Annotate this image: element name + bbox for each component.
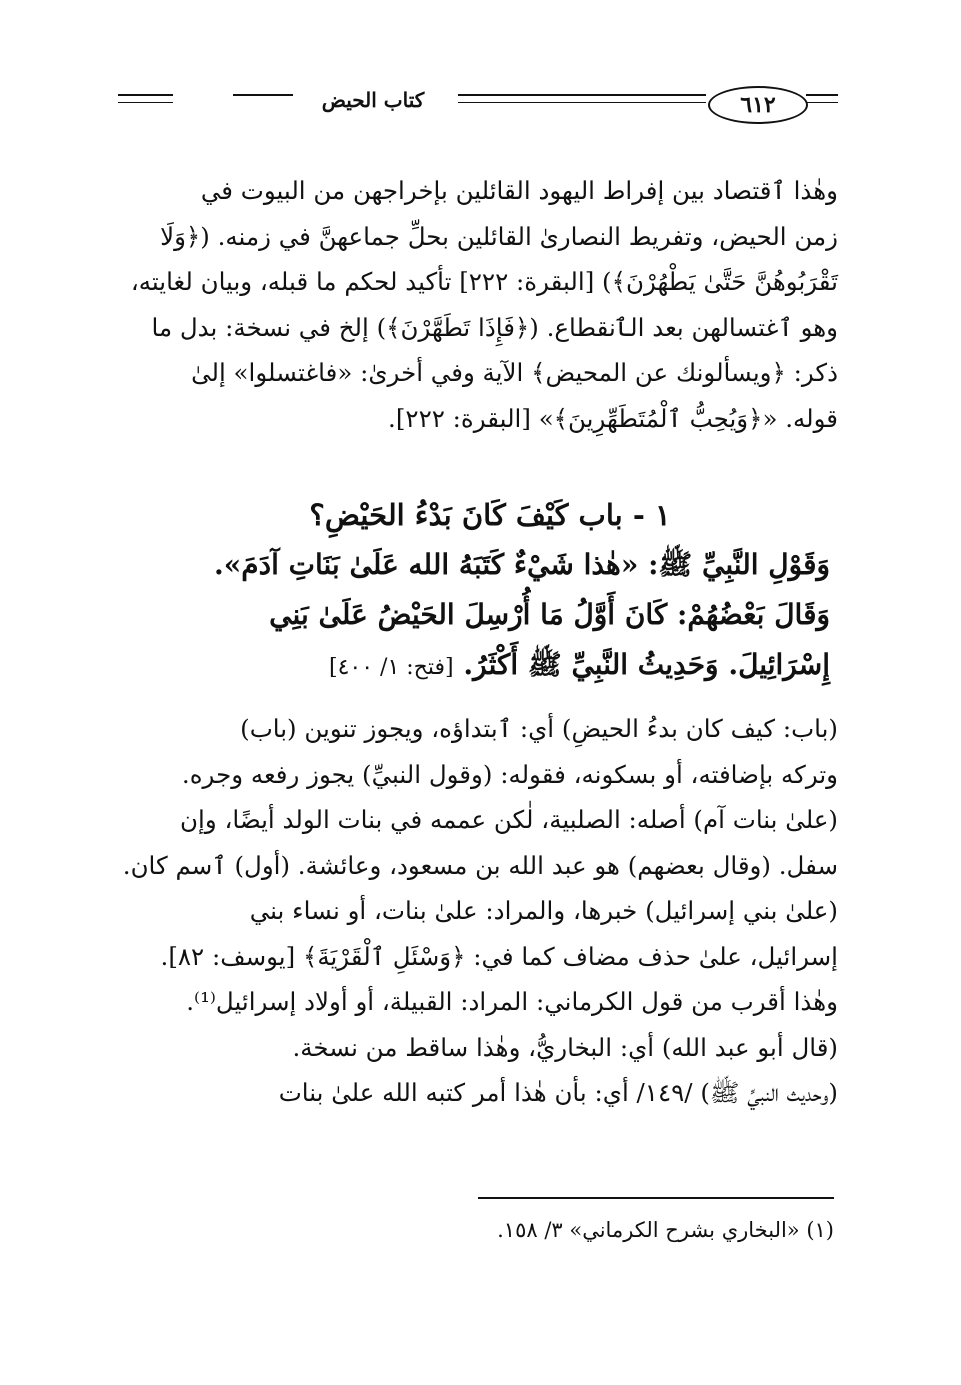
- text-line: (وحديث النبيِّ ﷺ) /١٤٩/ أي: بأن هٰذا أمر كتبه الله علىٰ بنات: [278, 1078, 838, 1107]
- chapter-block: [150, 490, 830, 693]
- text-line: (علىٰ بني إسرائيل) خبرها، والمراد: علىٰ بنات، أو نساء بني: [249, 896, 838, 925]
- header-rule: [806, 102, 838, 103]
- text-line: تَقْرَبُوهُنَّ حَتَّىٰ يَطْهُرْنَ﴾) [البقرة: ٢٢٢] تأكيد لحكم ما قبله، وبيان لغايته،: [130, 267, 838, 296]
- hadith-line-text: إِسْرَائِيلَ. وَحَدِيثُ النَّبِيِّ ﷺ أَكْثَرُ.: [463, 648, 830, 681]
- hadith-line: وَقَالَ بَعْضُهُمْ: كَانَ أَوَّلُ مَا أُرْسِلَ الحَيْضُ عَلَىٰ بَنِي: [269, 598, 830, 631]
- header-rule: [806, 94, 838, 96]
- text-line: سفل. (وقال بعضهم) هو عبد الله بن مسعود، وعائشة. (أول) ٱسم كان.: [122, 850, 838, 880]
- header-rule: [118, 94, 173, 96]
- chapter-title: ١ - باب كَيْفَ كَانَ بَدْءُ الحَيْضِ؟: [309, 498, 671, 532]
- page-header: [118, 82, 838, 126]
- text-line: قوله. «﴿وَيُحِبُّ ٱلْمُتَطَهِّرِينَ﴾» [البقرة: ٢٢٢].: [388, 403, 838, 433]
- commentary-paragraph: [116, 706, 838, 1116]
- running-title: كتاب الحيض: [321, 88, 425, 112]
- text-line: (قال أبو عبد الله) أي: البخاريُّ، وهٰذا ساقط من نسخة.: [292, 1032, 838, 1062]
- text-line: زمن الحيض، وتفريط النصارىٰ القائلين بحلِّ جماعهنَّ في زمنه. (﴿وَلَا: [160, 221, 838, 251]
- footnote-separator: [478, 1197, 834, 1199]
- text-line: وهٰذا أقرب من قول الكرماني: المراد: القبيلة، أو أولاد إسرائيل⁽¹⁾.: [186, 987, 838, 1016]
- text-line: ذكر: ﴿ويسألونك عن المحيض﴾ الآية وفي أخرىٰ: «فاغتسلوا» إلىٰ: [191, 358, 838, 387]
- header-rule: [458, 102, 706, 103]
- text-line: وهٰذا ٱقتصاد بين إفراط اليهود القائلين بإخراجهن من البيوت في: [200, 176, 838, 205]
- intro-paragraph: [116, 168, 838, 441]
- text-line: إسرائيل، علىٰ حذف مضاف كما في: ﴿وَسْئَلِ ٱلْقَرْيَةَ﴾ [يوسف: ٨٢].: [160, 941, 838, 971]
- page-number-badge: ٦١٢: [708, 86, 808, 124]
- text-line: (علىٰ بنات آم) أصله: الصلبية، لٰكن عممه في بنات الولد أيضًا، وإن: [180, 805, 838, 834]
- text-line: وتركه بإضافته، أو بسكونه، فقوله: (وقول النبيِّ) يجوز رفعه وجره.: [181, 759, 838, 789]
- text-line: (باب: كيف كان بدءُ الحيضِ) أي: ٱبتداؤه، ويجوز تنوين (باب): [240, 714, 838, 743]
- hadith-line: وَقَوْلِ النَّبِيِّ ﷺ: «هٰذا شَيْءٌ كَتَبَهُ الله عَلَىٰ بَنَاتِ آدَمَ».: [214, 548, 830, 581]
- hadith-line: [150, 640, 830, 693]
- footnote: (١) «البخاري بشرح الكرماني» ٣/ ١٥٨.: [497, 1218, 834, 1242]
- header-rule: [118, 102, 173, 103]
- header-rule: [458, 94, 706, 96]
- text-line: وهو ٱغتسالهن بعد الٱنقطاع. (﴿فَإِذَا تَطَهَّرْنَ﴾) إلخ في نسخة: بدل ما: [151, 312, 838, 342]
- header-rule: [233, 94, 293, 96]
- fath-reference: [فتح: ١/ ٤٠٠]: [329, 655, 454, 680]
